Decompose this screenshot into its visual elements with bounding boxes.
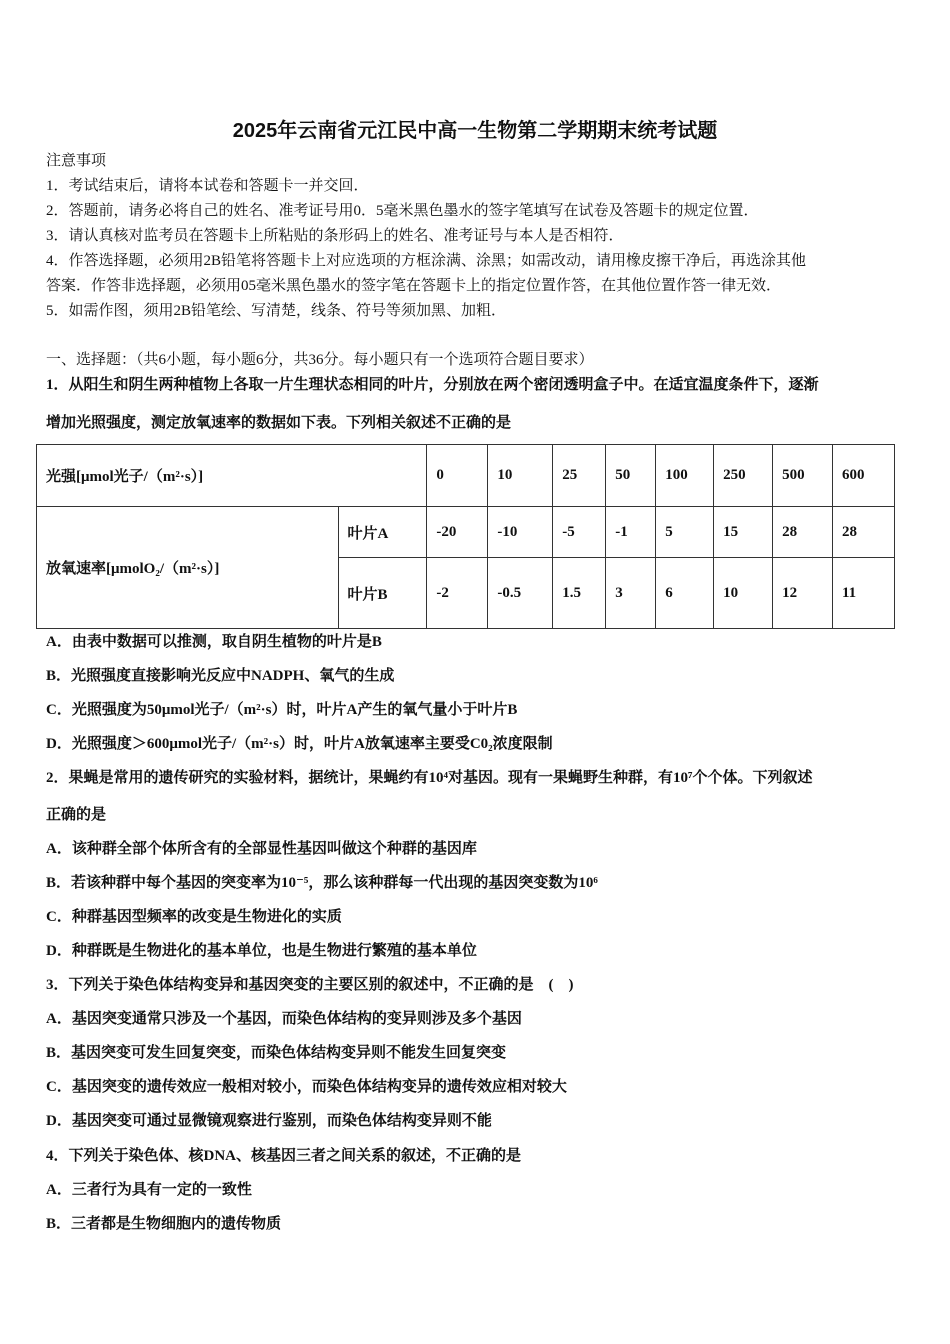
option-b: B．若该种群中每个基因的突变率为10⁻⁵，那么该种群每一代出现的基因突变数为10⁶ (46, 875, 598, 891)
option-b: B．三者都是生物细胞内的遗传物质 (46, 1216, 282, 1232)
table-cell: -2 (427, 558, 488, 629)
option-d: D．种群既是生物进化的基本单位，也是生物进行繁殖的基本单位 (46, 943, 477, 959)
page-title: 2025年云南省元江民中高一生物第二学期期末统考试题 (232, 120, 718, 142)
table-cell: -5 (553, 507, 606, 558)
table-cell: -20 (427, 507, 488, 558)
table-cell: -1 (606, 507, 656, 558)
table-cell: 250 (714, 445, 773, 507)
data-table (36, 444, 895, 629)
table-cell: 0 (427, 445, 488, 507)
option-c: C．基因突变的遗传效应一般相对较小，而染色体结构变异的遗传效应相对较大 (46, 1079, 567, 1095)
option-c: C．种群基因型频率的改变是生物进化的实质 (46, 909, 342, 925)
table-header-row (37, 445, 895, 507)
question-3-stem: 3．下列关于染色体结构变异和基因突变的主要区别的叙述中，不正确的是 ( ) (46, 977, 574, 993)
option-a: A．基因突变通常只涉及一个基因，而染色体结构的变异则涉及多个基因 (46, 1011, 522, 1027)
table-cell: 10 (488, 445, 553, 507)
question-1-stem: 1．从阳生和阴生两种植物上各取一片生理状态相同的叶片，分别放在两个密闭透明盒子中。在适宜温度条件下，逐渐 (46, 377, 819, 393)
row-label: 叶片B (338, 558, 427, 629)
table-cell: 500 (773, 445, 833, 507)
question-2-stem-cont: 正确的是 (46, 807, 107, 823)
table-cell: 100 (656, 445, 714, 507)
note-line: 3．请认真核对监考员在答题卡上所粘贴的条形码上的姓名、准考证号与本人是否相符． (46, 228, 624, 244)
option-a: A．该种群全部个体所含有的全部显性基因叫做这个种群的基因库 (46, 841, 477, 857)
note-line: 5．如需作图，须用2B铅笔绘、写清楚，线条、符号等须加黑、加粗． (46, 303, 507, 319)
section-heading: 一、选择题：（共6小题，每小题6分，共36分。每小题只有一个选项符合题目要求） (46, 352, 594, 368)
option-d: D．光照强度＞600μmol光子/（m²·s）时，叶片A放氧速率主要受C0₂浓度限制 (46, 736, 553, 752)
rate-header: 放氧速率[μmolO₂/（m²·s）] (37, 507, 339, 629)
option-c: C．光照强度为50μmol光子/（m²·s）时，叶片A产生的氧气量小于叶片B (46, 702, 518, 718)
notes-heading: 注意事项 (46, 153, 107, 169)
table-cell: 15 (714, 507, 773, 558)
table-cell: 25 (553, 445, 606, 507)
option-a: A．由表中数据可以推测，取自阴生植物的叶片是B (46, 634, 382, 650)
table-cell: 10 (714, 558, 773, 629)
table-cell: 5 (656, 507, 714, 558)
table-cell: -0.5 (488, 558, 553, 629)
note-line: 2．答题前，请务必将自己的姓名、准考证号用0．5毫米黑色墨水的签字笔填写在试卷及答题卡的规定位置． (46, 203, 759, 219)
option-b: B．光照强度直接影响光反应中NADPH、氧气的生成 (46, 668, 395, 684)
table-row (37, 507, 895, 558)
table-cell: 600 (833, 445, 895, 507)
table-cell: 1.5 (553, 558, 606, 629)
table-cell: 50 (606, 445, 656, 507)
table-cell: 12 (773, 558, 833, 629)
question-4-stem: 4．下列关于染色体、核DNA、核基因三者之间关系的叙述，不正确的是 (46, 1148, 522, 1164)
table-cell: 28 (833, 507, 895, 558)
question-1-stem-cont: 增加光照强度，测定放氧速率的数据如下表。下列相关叙述不正确的是 (46, 415, 512, 431)
light-header: 光强[μmol光子/（m²·s）] (37, 445, 427, 507)
question-2-stem: 2．果蝇是常用的遗传研究的实验材料，据统计，果蝇约有10⁴对基因。现有一果蝇野生种群，有10⁷个个体。下列叙述 (46, 770, 813, 786)
option-d: D．基因突变可通过显微镜观察进行鉴别，而染色体结构变异则不能 (46, 1113, 492, 1129)
table-cell: 11 (833, 558, 895, 629)
table-cell: 6 (656, 558, 714, 629)
note-line: 4．作答选择题，必须用2B铅笔将答题卡上对应选项的方框涂满、涂黑；如需改动，请用橡皮擦干净后，再选涂其他 (46, 253, 807, 269)
option-a: A．三者行为具有一定的一致性 (46, 1182, 252, 1198)
table-cell: 3 (606, 558, 656, 629)
note-line: 答案．作答非选择题，必须用05毫米黑色墨水的签字笔在答题卡上的指定位置作答，在其他位置作答一律无效． (46, 278, 782, 294)
note-line: 1．考试结束后，请将本试卷和答题卡一并交回． (46, 178, 369, 194)
table-cell: -10 (488, 507, 553, 558)
option-b: B．基因突变可发生回复突变，而染色体结构变异则不能发生回复突变 (46, 1045, 507, 1061)
table-cell: 28 (773, 507, 833, 558)
row-label: 叶片A (338, 507, 427, 558)
